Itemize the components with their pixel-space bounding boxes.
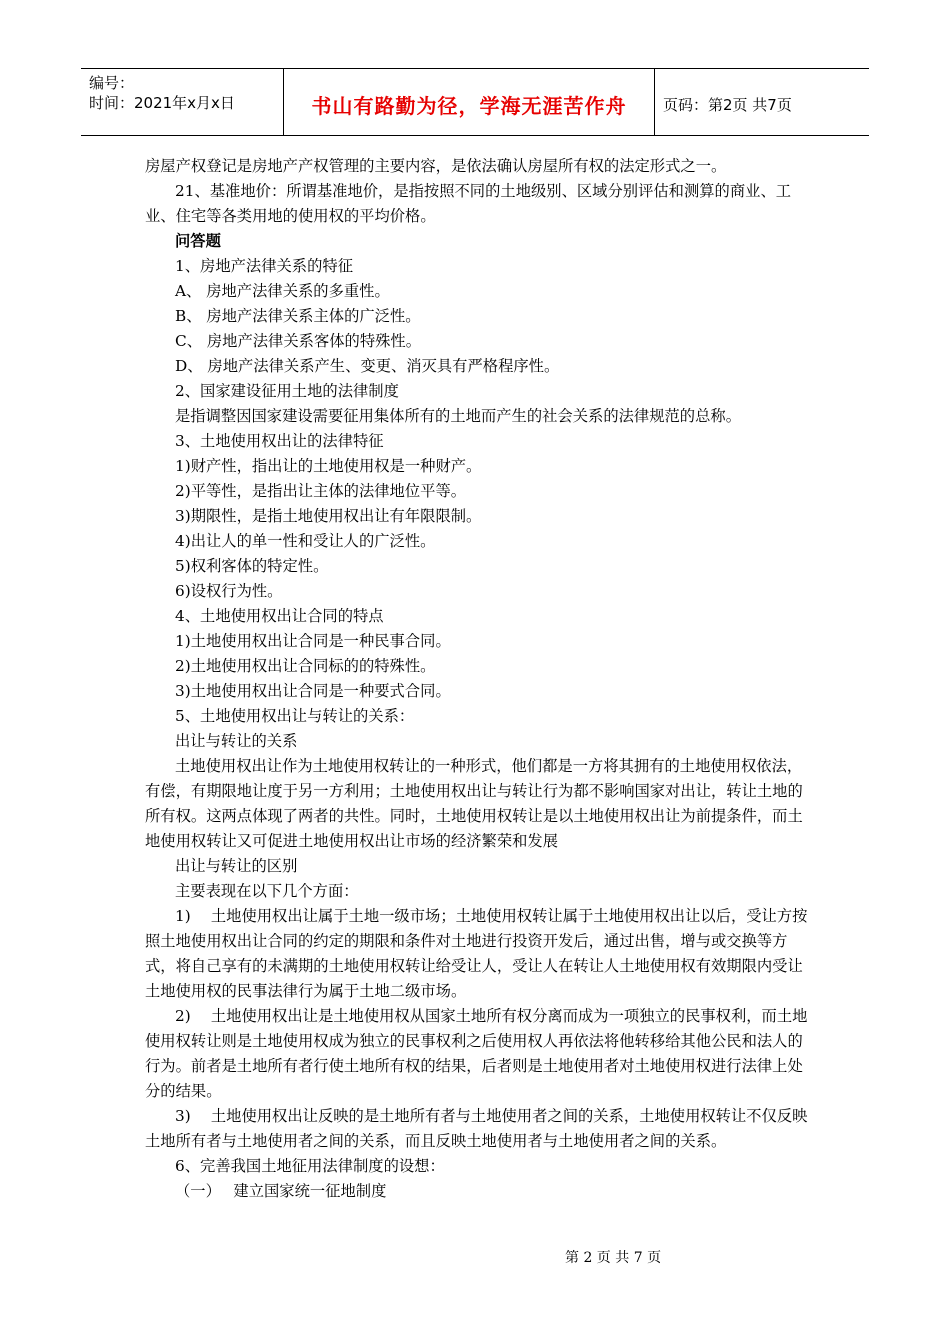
paragraph: 房屋产权登记是房地产产权管理的主要内容，是依法确认房屋所有权的法定形式之一。: [145, 157, 727, 175]
paragraph: 主要表现在以下几个方面：: [175, 882, 359, 900]
question-heading: 6、完善我国土地征用法律制度的设想：: [175, 1157, 445, 1175]
question-heading: 3、土地使用权出让的法律特征: [175, 432, 384, 450]
sub-heading: 出让与转让的区别: [175, 857, 298, 875]
question-heading: 2、国家建设征用土地的法律制度: [175, 382, 399, 400]
paragraph: 21、基准地价：所谓基准地价，是指按照不同的土地级别、区域分别评估和测算的商业、工业、住宅等各类用地的使用权的平均价格。: [145, 182, 792, 225]
header-motto: 书山有路勤为径，学海无涯苦作舟: [284, 69, 655, 135]
paragraph: 3) 土地使用权出让反映的是土地所有者与土地使用者之间的关系，土地使用权转让不仅反映土地所有者与土地使用者之间的关系，而且反映土地使用者与土地使用者之间的关系。: [145, 1107, 808, 1150]
header-page-label: 页码：第2页 共7页: [663, 95, 792, 114]
question-heading: 4、土地使用权出让合同的特点: [175, 607, 384, 625]
list-item: 2)土地使用权出让合同标的的特殊性。: [175, 657, 436, 675]
list-item: 1)财产性，指出让的土地使用权是一种财产。: [175, 457, 482, 475]
question-heading: 1、房地产法律关系的特征: [175, 257, 353, 275]
list-item: 6)设权行为性。: [175, 582, 283, 600]
list-item: A、 房地产法律关系的多重性。: [175, 282, 390, 300]
header-meta: [81, 69, 284, 135]
question-heading: 5、土地使用权出让与转让的关系：: [175, 707, 415, 725]
date-label: 时间：2021年x月x日: [89, 94, 235, 112]
list-item: （一） 建立国家统一征地制度: [175, 1182, 387, 1200]
paragraph: 是指调整因国家建设需要征用集体所有的土地而产生的社会关系的法律规范的总称。: [175, 407, 741, 425]
sub-heading: 出让与转让的关系: [175, 732, 298, 750]
list-item: 1)土地使用权出让合同是一种民事合同。: [175, 632, 451, 650]
page-header: [81, 68, 869, 136]
list-item: 3)土地使用权出让合同是一种要式合同。: [175, 682, 451, 700]
list-item: B、 房地产法律关系主体的广泛性。: [175, 307, 421, 325]
list-item: 2)平等性，是指出让主体的法律地位平等。: [175, 482, 467, 500]
section-title: 问答题: [175, 232, 221, 250]
paragraph: 2) 土地使用权出让是土地使用权从国家土地所有权分离而成为一项独立的民事权利，而土地使用权转让则是土地使用权成为独立的民事权利之后使用权人再依法将他转移给其他公民和法人的行为。前者是土地所有者行使土地所有权的结果，后者则是土地使用者对土地使用权进行法律上处分的结果。: [145, 1007, 808, 1100]
paragraph: 1) 土地使用权出让属于土地一级市场；土地使用权转让属于土地使用权出让以后，受让方按照土地使用权出让合同的约定的期限和条件对土地进行投资开发后，通过出售，增与或交换等方式，将自己享有的未满期的土地使用权转让给受让人，受让人在转让人土地使用权有效期限内受让土地使用权的民事法律行为属于土地二级市场。: [145, 907, 808, 1000]
list-item: 3)期限性，是指土地使用权出让有年限限制。: [175, 507, 482, 525]
list-item: 5)权利客体的特定性。: [175, 557, 329, 575]
document-body: [145, 154, 813, 1204]
paragraph: 土地使用权出让作为土地使用权转让的一种形式，他们都是一方将其拥有的土地使用权依法，有偿，有期限地让度于另一方利用；土地使用权出让与转让行为都不影响国家对出让，转让土地的所有权。这两点体现了两者的共性。同时，土地使用权转让是以土地使用权出让为前提条件，而土地使用权转让又可促进土地使用权出让市场的经济繁荣和发展: [145, 757, 803, 850]
page-footer: 第 2 页 共 7 页: [565, 1250, 662, 1266]
list-item: 4)出让人的单一性和受让人的广泛性。: [175, 532, 436, 550]
number-label: 编号：: [89, 74, 135, 92]
list-item: D、 房地产法律关系产生、变更、消灭具有严格程序性。: [175, 357, 560, 375]
list-item: C、 房地产法律关系客体的特殊性。: [175, 332, 422, 350]
